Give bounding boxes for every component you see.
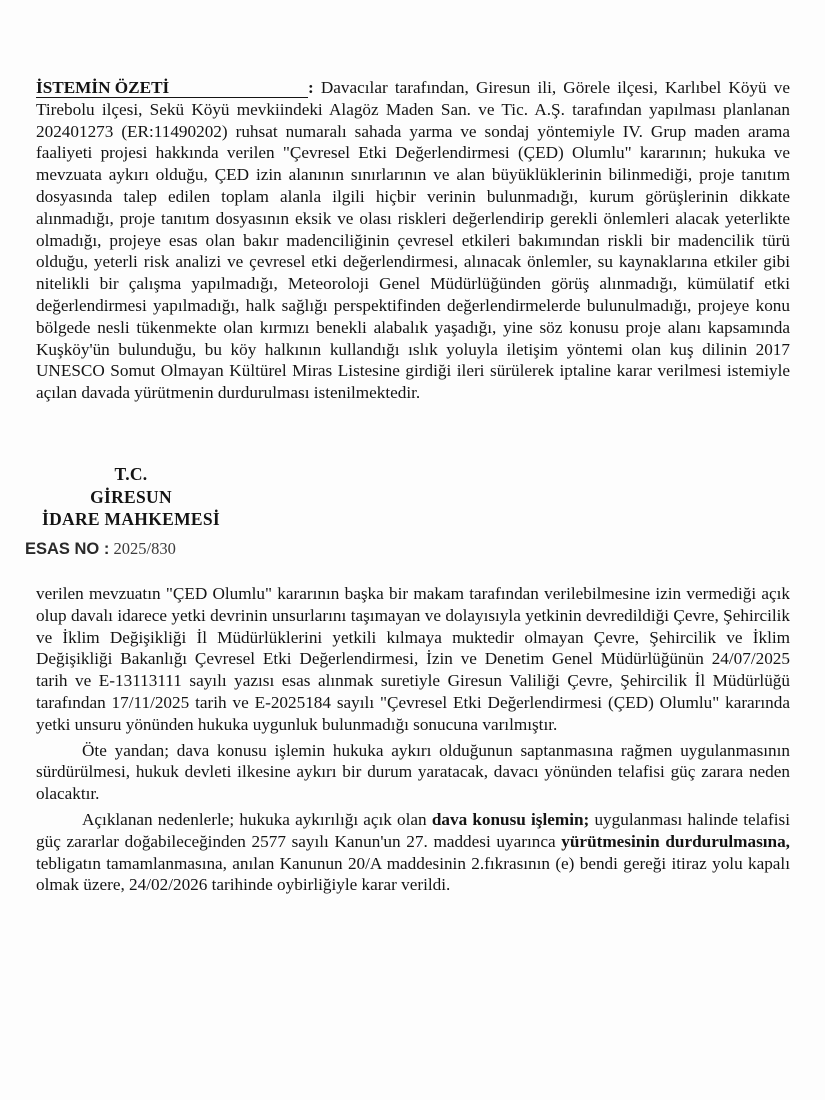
summary-text: Davacılar tarafından, Giresun ili, Görele ilçesi, Karlıbel Köyü ve Tirebolu ilçesi, Sekü Köyü mevkiindeki Alagöz Maden San. ve Tic. A.Ş. tarafından yapılması planlanan 202401273 (ER:11490202) ruhsat numaralı sahada yarma ve sondaj yöntemiyle IV. Grup maden arama faaliyeti projesi hakkında verilen "Çevresel Etki Değerlendirmesi (ÇED) Olumlu" kararının; hukuka ve mevzuata aykırı olduğu, ÇED izin alanının sınırlarının ve alan büyüklüklerinin bilinmediği, proje tanıtım dosyasında talep edilen toplam alanla ilgili hiçbir verinin bulunmadığı, kurum görüşlerinin dikkate alınmadığı, proje tanıtım dosyasının eksik ve olası riskleri değerlendirip gerekli önlemleri alacak yeterlikte olmadığı, projeye esas olan bakır madenciliğinin çevresel etkileri bakımından riskli bir madencilik türü olduğu, yeterli risk analizi ve çevresel etki değerlendirmesi, alınacak önlemler, su kaynaklarına etkiler gibi nitelikli bir çalışma yapılmadığı, Meteoroloji Genel Müdürlüğünden görüş alınmadığı, kümülatif etki değerlendirmesi yapılmadığı, halk sağlığı perspektifinden değerlendirmelerde bulunulmadığı, projeye konu bölgede nesli tükenmekte olan kırmızı benekli alabalık yaşadığı, yine söz konusu proje alanı kapsamında Kuşköy'ün bulunduğu, bu köy halkının kullandığı ıslık yoluyla iletişim yöntemi olan kuş dilinin 2017 UNESCO Somut Olmayan Kültürel Miras Listesine girdiği ileri sürülerek iptaline karar verilmesi istemiyle açılan davada yürütmenin durdurulması istenilmektedir.: [36, 78, 790, 403]
decision-paragraph-3: [36, 809, 790, 896]
case-number: [25, 539, 176, 559]
case-number-value: 2025/830: [113, 539, 176, 558]
decision-p3-text-2: uygulanması halinde telafisi güç zararlar doğabileceğinden 2577 sayılı Kanun'un 27. maddesi uyarınca: [36, 809, 790, 851]
court-header-city: GİRESUN: [90, 486, 172, 507]
summary-label: İSTEMİN ÖZETİ: [36, 78, 308, 98]
case-number-label: ESAS NO :: [25, 540, 110, 558]
decision-p3-bold-stay: yürütmesinin durdurulmasına,: [561, 831, 790, 851]
court-header: [36, 463, 226, 531]
decision-p3-text-1: Açıklanan nedenlerle; hukuka aykırılığı açık olan: [82, 809, 432, 829]
decision-paragraph-1: verilen mevzuatın "ÇED Olumlu" kararının başka bir makam tarafından verilebilmesine izin vermediği açık olup davalı idarece yetki devrinin unsurlarını taşımayan ve dolayısıyla yetkinin devredildiği Çevre, Şehircilik ve İklim Değişikliği İl Müdürlüklerini yetkili kılmaya muktedir olmayan Çevre, Şehircilik ve İklim Değişikliği Bakanlığı Çevresel Etki Değerlendirmesi, İzin ve Denetim Genel Müdürlüğünün 24/07/2025 tarih ve E-13113111 sayılı yazısı esas alınmak suretiyle Giresun Valiliği Çevre, Şehircilik İl Müdürlüğü tarafından 17/11/2025 tarih ve E-2025184 sayılı "Çevresel Etki Değerlendirmesi (ÇED) Olumlu" kararında yetki unsuru yönünden hukuka uygunluk bulunmadığı sonucuna varılmıştır.: [36, 584, 790, 734]
decision-p3-text-3: tebligatın tamamlanmasına, anılan Kanunun 20/A maddesinin 2.fıkrasının (e) bendi gereği itiraz yolu kapalı olmak üzere, 24/02/2026 tarihinde oybirliğiyle karar verildi.: [36, 853, 790, 895]
summary-colon: :: [308, 78, 314, 97]
court-header-tc: T.C.: [114, 464, 148, 484]
decision-body: [36, 583, 790, 896]
court-header-court: İDARE MAHKEMESİ: [41, 509, 221, 529]
summary-heading: [36, 78, 321, 97]
request-summary: [36, 77, 790, 404]
decision-p3-bold-subject: dava konusu işlemin;: [431, 809, 590, 829]
decision-paragraph-2: Öte yandan; dava konusu işlemin hukuka aykırı olduğunun saptanmasına rağmen uygulanmasının sürdürülmesi, hukuk devleti ilkesine aykırı bir durum yaratacak, davacı yönünden telafisi güç zarara neden olacaktır.: [36, 740, 790, 804]
